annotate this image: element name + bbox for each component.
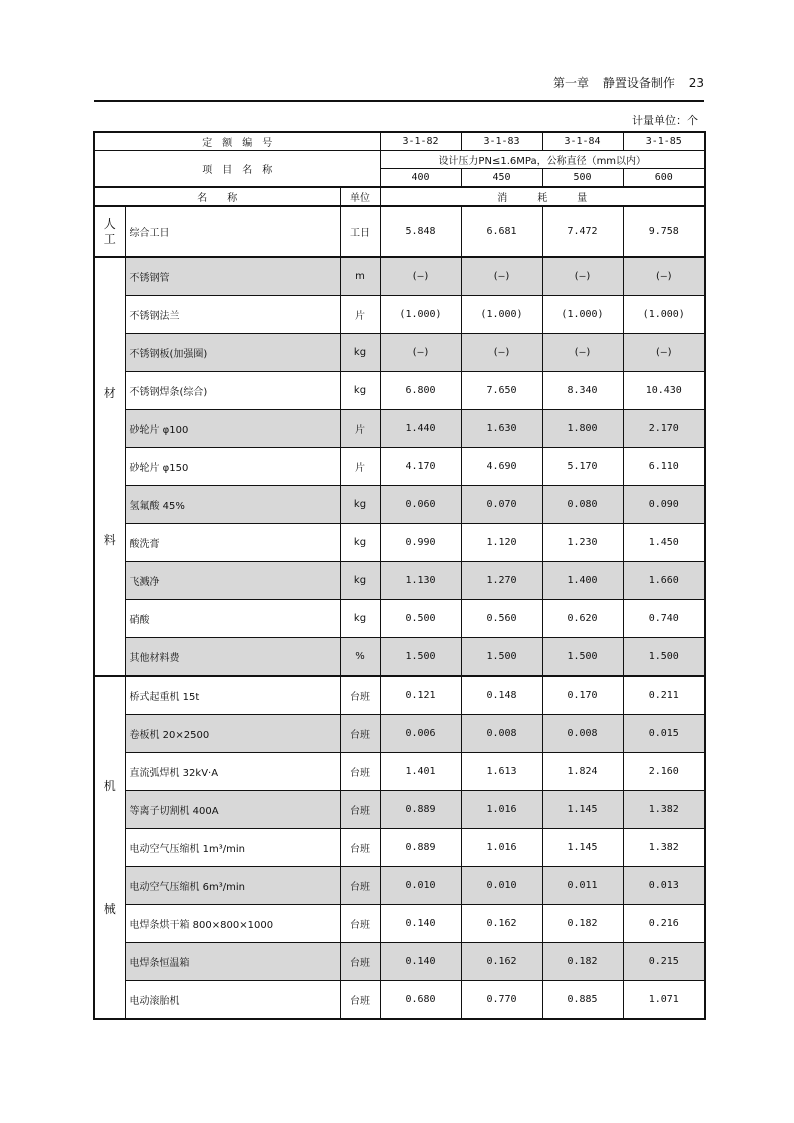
consumption-value-cell: 1.800: [542, 410, 623, 448]
consumption-value-cell: 1.382: [623, 791, 705, 829]
item-unit-cell: 台班: [340, 715, 380, 753]
item-name-cell: 电焊条烘干箱 800×800×1000: [125, 905, 340, 943]
page-number: 23: [688, 76, 704, 90]
consumption-value-cell: 1.071: [623, 981, 705, 1020]
consumption-value-cell: 0.013: [623, 867, 705, 905]
materials-row: [94, 486, 705, 524]
consumption-value-cell: (1.000): [461, 296, 542, 334]
consumption-value-cell: 0.182: [542, 905, 623, 943]
consumption-value-cell: 0.889: [380, 791, 461, 829]
consumption-value-cell: 6.681: [461, 206, 542, 257]
category-char: 工: [103, 231, 116, 246]
consumption-value-cell: 0.740: [623, 600, 705, 638]
item-name-cell: 综合工日: [125, 206, 340, 257]
consumption-value-cell: 0.121: [380, 676, 461, 715]
unit-note: 计量单位：个: [632, 114, 698, 127]
consumption-value-cell: 1.660: [623, 562, 705, 600]
item-unit-cell: kg: [340, 562, 380, 600]
consumption-value-cell: 1.400: [542, 562, 623, 600]
consumption-value-cell: 7.472: [542, 206, 623, 257]
consumption-value-cell: 0.008: [542, 715, 623, 753]
item-unit-cell: 台班: [340, 905, 380, 943]
consumption-value-cell: 6.110: [623, 448, 705, 486]
consumption-value-cell: 0.148: [461, 676, 542, 715]
item-name-cell: 电动滚胎机: [125, 981, 340, 1020]
consumption-value-cell: 0.162: [461, 943, 542, 981]
machinery-category-cell: [94, 676, 125, 1019]
category-char: 料: [103, 532, 116, 547]
category-char: 械: [103, 901, 116, 916]
item-name-label: 项 目 名 称: [94, 151, 380, 188]
diameter-cell: 600: [623, 169, 705, 188]
consumption-value-cell: 1.145: [542, 791, 623, 829]
machinery-row: [94, 867, 705, 905]
item-unit-cell: 工日: [340, 206, 380, 257]
materials-row: [94, 600, 705, 638]
consumption-value-cell: 1.230: [542, 524, 623, 562]
item-unit-cell: m: [340, 257, 380, 296]
item-unit-cell: kg: [340, 600, 380, 638]
item-name-cell: 桥式起重机 15t: [125, 676, 340, 715]
name-column-header: 名 称: [94, 187, 340, 206]
consumption-value-cell: 0.010: [461, 867, 542, 905]
item-name-cell: 硝酸: [125, 600, 340, 638]
consumption-value-cell: (1.000): [623, 296, 705, 334]
machinery-row: [94, 676, 705, 715]
item-unit-cell: kg: [340, 524, 380, 562]
consumption-value-cell: 0.140: [380, 943, 461, 981]
consumption-value-cell: 1.270: [461, 562, 542, 600]
machinery-row: [94, 791, 705, 829]
item-name-cell: 飞溅净: [125, 562, 340, 600]
consumption-value-cell: 5.170: [542, 448, 623, 486]
consumption-value-cell: 0.006: [380, 715, 461, 753]
quota-no-label: 定 额 编 号: [94, 132, 380, 151]
consumption-value-cell: 0.011: [542, 867, 623, 905]
materials-row: [94, 410, 705, 448]
materials-row: [94, 296, 705, 334]
consumption-value-cell: 8.340: [542, 372, 623, 410]
item-unit-cell: %: [340, 638, 380, 677]
section-title: 静置设备制作: [602, 76, 675, 90]
consumption-value-cell: (—): [461, 334, 542, 372]
materials-row: [94, 638, 705, 677]
consumption-value-cell: 2.160: [623, 753, 705, 791]
machinery-row: [94, 829, 705, 867]
materials-category-cell: [94, 257, 125, 676]
diameter-cell: 500: [542, 169, 623, 188]
consumption-value-cell: 0.060: [380, 486, 461, 524]
consumption-value-cell: 2.170: [623, 410, 705, 448]
materials-row: [94, 257, 705, 296]
item-unit-cell: 台班: [340, 981, 380, 1020]
item-name-cell: 电动空气压缩机 6m³/min: [125, 867, 340, 905]
item-name-cell: 其他材料费: [125, 638, 340, 677]
item-name-cell: 电焊条恒温箱: [125, 943, 340, 981]
consumption-value-cell: 1.130: [380, 562, 461, 600]
item-name-cell: 砂轮片 φ150: [125, 448, 340, 486]
consumption-value-cell: 1.500: [623, 638, 705, 677]
item-name-cell: 不锈钢管: [125, 257, 340, 296]
item-name-cell: 不锈钢焊条(综合): [125, 372, 340, 410]
design-pressure-label: 设计压力PN≤1.6MPa，公称直径（mm以内）: [380, 151, 705, 169]
item-unit-cell: 台班: [340, 943, 380, 981]
consumption-value-cell: 0.170: [542, 676, 623, 715]
consumption-value-cell: 9.758: [623, 206, 705, 257]
consumption-value-cell: 0.215: [623, 943, 705, 981]
consumption-value-cell: 0.070: [461, 486, 542, 524]
consumption-value-cell: 0.680: [380, 981, 461, 1020]
machinery-row: [94, 753, 705, 791]
materials-row: [94, 524, 705, 562]
consumption-value-cell: 0.182: [542, 943, 623, 981]
consumption-value-cell: 4.170: [380, 448, 461, 486]
consumption-value-cell: 4.690: [461, 448, 542, 486]
item-unit-cell: 片: [340, 448, 380, 486]
item-unit-cell: 台班: [340, 829, 380, 867]
item-name-cell: 氢氟酸 45%: [125, 486, 340, 524]
consumption-value-cell: 0.015: [623, 715, 705, 753]
quota-table: [93, 131, 706, 1020]
materials-row: [94, 448, 705, 486]
consumption-value-cell: 1.120: [461, 524, 542, 562]
category-char: 材: [103, 385, 116, 400]
diameter-cell: 400: [380, 169, 461, 188]
consumption-value-cell: 1.450: [623, 524, 705, 562]
consumption-value-cell: (—): [542, 257, 623, 296]
consumption-value-cell: 6.800: [380, 372, 461, 410]
consumption-value-cell: 1.824: [542, 753, 623, 791]
consumption-value-cell: (—): [623, 334, 705, 372]
consumption-value-cell: (—): [623, 257, 705, 296]
consumption-header: 消 耗 量: [380, 187, 705, 206]
machinery-row: [94, 715, 705, 753]
consumption-value-cell: 0.500: [380, 600, 461, 638]
consumption-value-cell: (—): [461, 257, 542, 296]
consumption-value-cell: 5.848: [380, 206, 461, 257]
consumption-value-cell: 0.140: [380, 905, 461, 943]
quota-no-cell: 3-1-84: [542, 132, 623, 151]
item-unit-cell: 台班: [340, 867, 380, 905]
item-unit-cell: 台班: [340, 791, 380, 829]
item-name-cell: 等离子切割机 400A: [125, 791, 340, 829]
consumption-value-cell: 0.008: [461, 715, 542, 753]
consumption-value-cell: 0.010: [380, 867, 461, 905]
materials-row: [94, 334, 705, 372]
item-unit-cell: 台班: [340, 676, 380, 715]
consumption-value-cell: 0.889: [380, 829, 461, 867]
consumption-value-cell: 0.560: [461, 600, 542, 638]
item-unit-cell: 片: [340, 296, 380, 334]
consumption-value-cell: 1.500: [380, 638, 461, 677]
consumption-value-cell: 1.016: [461, 829, 542, 867]
consumption-value-cell: 0.162: [461, 905, 542, 943]
item-name-cell: 卷板机 20×2500: [125, 715, 340, 753]
unit-column-header: 单位: [340, 187, 380, 206]
consumption-value-cell: (—): [380, 257, 461, 296]
item-unit-cell: kg: [340, 372, 380, 410]
item-unit-cell: kg: [340, 334, 380, 372]
item-name-cell: 不锈钢法兰: [125, 296, 340, 334]
item-name-cell: 电动空气压缩机 1m³/min: [125, 829, 340, 867]
consumption-value-cell: 10.430: [623, 372, 705, 410]
consumption-value-cell: 0.885: [542, 981, 623, 1020]
machinery-row: [94, 943, 705, 981]
quota-no-cell: 3-1-83: [461, 132, 542, 151]
consumption-value-cell: 0.990: [380, 524, 461, 562]
consumption-value-cell: 1.382: [623, 829, 705, 867]
consumption-value-cell: (1.000): [380, 296, 461, 334]
labor-category-cell: [94, 206, 125, 257]
consumption-value-cell: 1.500: [461, 638, 542, 677]
consumption-value-cell: 0.770: [461, 981, 542, 1020]
materials-row: [94, 372, 705, 410]
machinery-row: [94, 905, 705, 943]
item-unit-cell: kg: [340, 486, 380, 524]
diameter-cell: 450: [461, 169, 542, 188]
chapter-label: 第一章: [553, 76, 590, 90]
consumption-value-cell: (—): [542, 334, 623, 372]
category-char: 机: [103, 778, 116, 793]
consumption-value-cell: 0.090: [623, 486, 705, 524]
consumption-value-cell: 1.401: [380, 753, 461, 791]
machinery-row: [94, 981, 705, 1020]
consumption-value-cell: 1.145: [542, 829, 623, 867]
consumption-value-cell: (—): [380, 334, 461, 372]
consumption-value-cell: 1.440: [380, 410, 461, 448]
consumption-value-cell: 1.613: [461, 753, 542, 791]
item-name-cell: 直流弧焊机 32kV·A: [125, 753, 340, 791]
consumption-value-cell: 1.016: [461, 791, 542, 829]
consumption-value-cell: 0.211: [623, 676, 705, 715]
consumption-value-cell: 0.620: [542, 600, 623, 638]
item-unit-cell: 片: [340, 410, 380, 448]
item-name-cell: 不锈钢板(加强圈): [125, 334, 340, 372]
labor-row: [94, 206, 705, 257]
category-char: 人: [103, 216, 116, 231]
item-name-cell: 酸洗膏: [125, 524, 340, 562]
consumption-value-cell: 0.216: [623, 905, 705, 943]
item-unit-cell: 台班: [340, 753, 380, 791]
quota-no-cell: 3-1-82: [380, 132, 461, 151]
consumption-value-cell: (1.000): [542, 296, 623, 334]
materials-row: [94, 562, 705, 600]
quota-no-cell: 3-1-85: [623, 132, 705, 151]
consumption-value-cell: 0.080: [542, 486, 623, 524]
page-header: [94, 74, 704, 102]
consumption-value-cell: 1.630: [461, 410, 542, 448]
consumption-value-cell: 7.650: [461, 372, 542, 410]
item-name-cell: 砂轮片 φ100: [125, 410, 340, 448]
consumption-value-cell: 1.500: [542, 638, 623, 677]
